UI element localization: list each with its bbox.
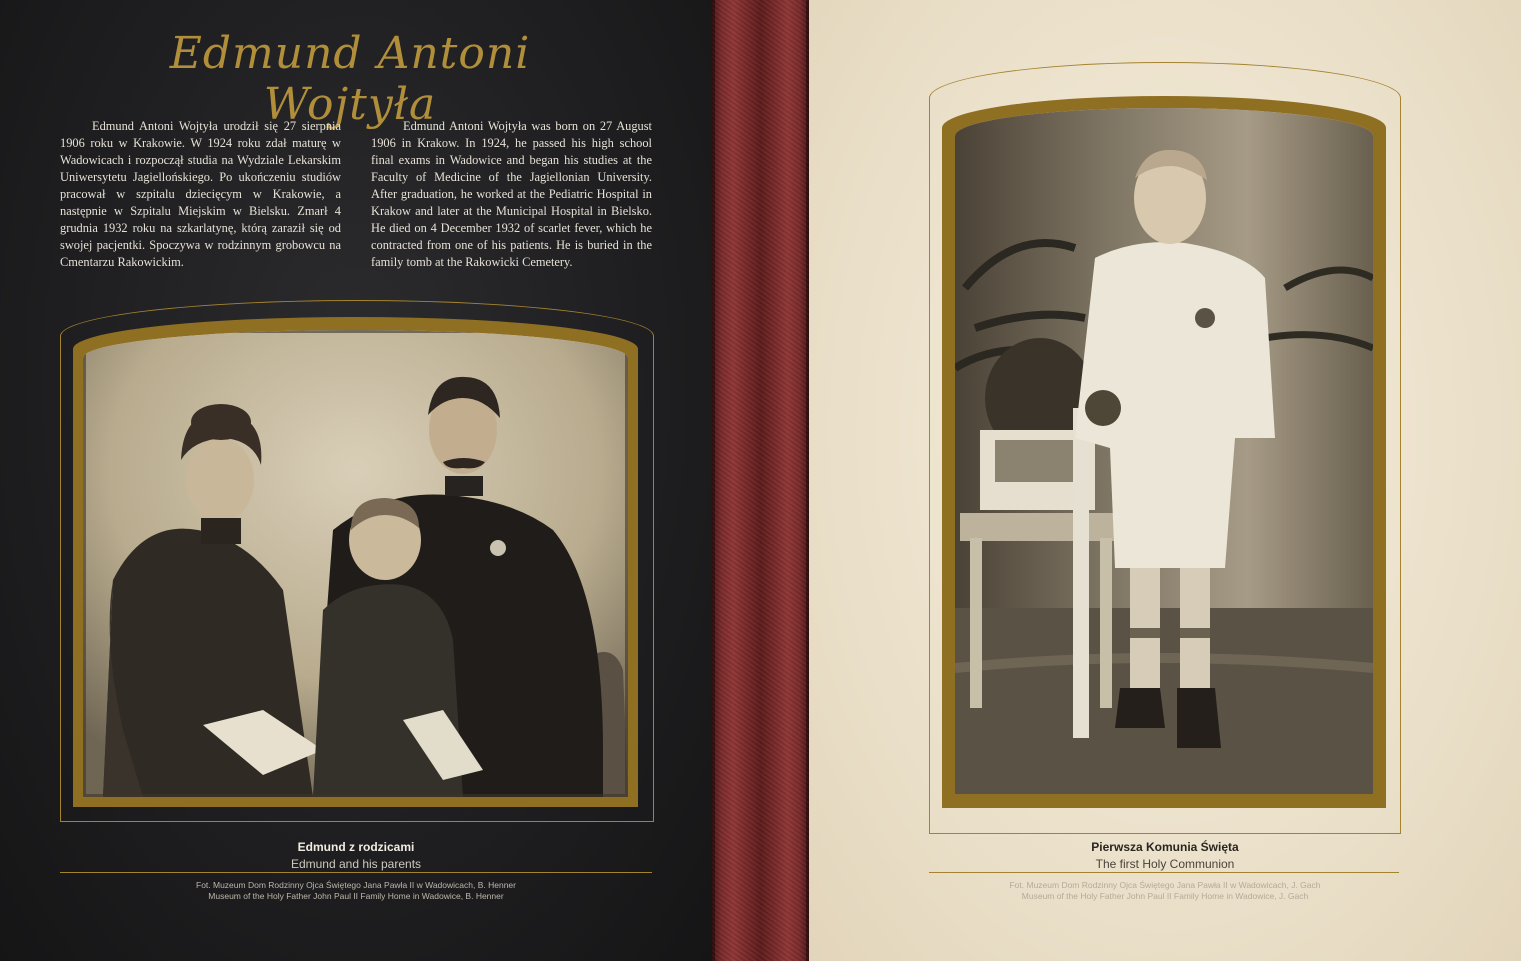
- family-credit-polish: Fot. Muzeum Dom Rodzinny Ojca Świętego Jana Pawła II w Wadowicach, B. Henner: [196, 880, 516, 890]
- communion-caption: [869, 840, 1461, 871]
- communion-credit: [869, 880, 1461, 902]
- communion-caption-polish: Pierwsza Komunia Święta: [1091, 840, 1239, 854]
- page-title: Edmund Antoni Wojtyła: [169, 28, 531, 130]
- communion-photo-mat: [955, 108, 1373, 794]
- family-caption-english: Edmund and his parents: [290, 857, 422, 871]
- family-caption-polish: Edmund z rodzicami: [297, 840, 415, 854]
- right-page: [809, 0, 1521, 961]
- communion-photo: [955, 108, 1373, 794]
- book-spine: [712, 0, 809, 961]
- communion-credit-english: Museum of the Holy Father John Paul II Family Home in Wadowice, J. Gach: [1021, 891, 1309, 901]
- left-page: [0, 0, 712, 961]
- family-photo-mat: [83, 330, 628, 797]
- family-caption-rule: [60, 872, 652, 873]
- biography-english: [371, 118, 652, 271]
- communion-caption-rule: [929, 872, 1399, 873]
- family-caption: [60, 840, 652, 871]
- family-credit: [60, 880, 652, 902]
- family-photo: [83, 330, 628, 797]
- biography-english-text: Edmund Antoni Wojtyła was born on 27 August 1906 in Krakow. In 1924, he passed his high school final exams in Wadowice and began his studies at the Faculty of Medicine of the Jagiellonian University. After graduation, he worked at the Pediatric Hospital in Krakow and later at the Municipal Hospital in Bielsko. He died on 4 December 1932 of scarlet fever, which he contracted from one of his patients. He is buried in the family tomb at the Rakowicki Cemetery.: [371, 119, 652, 269]
- family-credit-english: Museum of the Holy Father John Paul II Family Home in Wadowice, B. Henner: [208, 891, 504, 901]
- communion-credit-polish: Fot. Muzeum Dom Rodzinny Ojca Świętego Jana Pawła II w Wadowicach, J. Gach: [1009, 880, 1321, 890]
- biography-polish: [60, 118, 341, 271]
- biography-polish-text: Edmund Antoni Wojtyła urodził się 27 sierpnia 1906 roku w Krakowie. W 1924 roku zdał maturę w Wadowicach i rozpoczął studia na Wydziale Lekarskim Uniwersytetu Jagiellońskiego. Po ukończeniu studiów pracował w szpitalu dziecięcym w Krakowie, a następnie w Szpitalu Miejskim w Bielsku. Zmarł 4 grudnia 1932 roku na szkarlatynę, którą zaraził się od swojej pacjentki. Spoczywa w rodzinnym grobowcu na Cmentarzu Rakowickim.: [60, 119, 341, 269]
- communion-caption-english: The first Holy Communion: [1095, 857, 1235, 871]
